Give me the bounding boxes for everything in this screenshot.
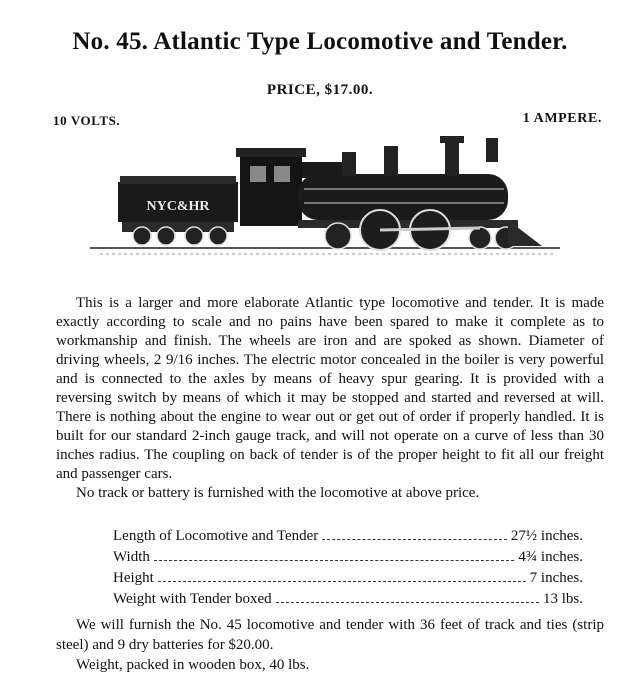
spec-label: Weight with Tender boxed	[113, 591, 272, 607]
dome	[342, 152, 356, 176]
page-title	[0, 28, 640, 56]
locomotive-drawing	[90, 132, 560, 282]
packed-weight: Weight, packed in wooden box, 40 lbs.	[76, 657, 310, 673]
spec-row	[113, 568, 583, 589]
headlight	[486, 138, 498, 162]
leader-dots	[158, 581, 526, 582]
spec-value: 7 inches.	[529, 570, 583, 586]
locomotive-boiler	[298, 136, 508, 220]
spec-row	[113, 526, 583, 547]
locomotive-illustration	[90, 132, 560, 282]
spec-value: 13 lbs.	[542, 591, 583, 607]
tender-wheel	[209, 227, 227, 245]
leader-dots	[154, 560, 515, 561]
offer-section	[56, 615, 604, 675]
item-title: Atlantic Type Locomotive and Tender.	[153, 28, 568, 55]
specs-table	[113, 526, 583, 610]
spec-row	[113, 589, 583, 610]
spec-label: Width	[113, 549, 150, 565]
offer-paragraph: We will furnish the No. 45 locomotive and tender with 36 feet of track and ties (strip steel) and 9 dry batteries for $20.00.	[56, 617, 604, 653]
cowcatcher	[508, 220, 542, 246]
volts-label: 10 VOLTS.	[53, 113, 121, 128]
tender-wheel	[185, 227, 203, 245]
leader-dots	[322, 539, 507, 540]
smokestack	[445, 140, 459, 176]
description-paragraph: This is a larger and more elaborate Atlantic type locomotive and tender. It is made exactly according to scale and no pains have been spared to make it complete as to workmanship and finish. The wheels are iron and are spoked as shown. Diameter of driving wheels, 2 9/16 inches. The electric motor concealed in the boiler is very powerful and is connected to the axles by means of heavy spur gearing. It is provided with a reversing switch by means of which it may be stopped and started and reversed at will. There is nothing about the engine to wear out or get out of order if properly handled. It is built for our standard 2-inch gauge track, and will not operate on a curve of less than 30 inches radius. The coupling on back of tender is of the proper height to fit all our freight and passenger cars.	[56, 295, 604, 482]
locomotive-cab	[236, 148, 306, 226]
price-label: PRICE, $17.00.	[266, 82, 374, 98]
spec-row	[113, 547, 583, 568]
description	[56, 294, 604, 503]
ampere-label: 1 AMPERE.	[522, 111, 602, 126]
spec-label: Length of Locomotive and Tender	[113, 528, 319, 544]
spec-label: Height	[113, 570, 154, 586]
spec-value: 27½ inches.	[510, 528, 583, 544]
tender-lettering: NYC&HR	[146, 199, 210, 214]
tender-wheel	[157, 227, 175, 245]
sand-dome	[384, 146, 398, 176]
item-number: No. 45.	[72, 28, 149, 55]
no-track-note: No track or battery is furnished with the locomotive at above price.	[76, 485, 480, 501]
tender-wheel	[133, 227, 151, 245]
connecting-rod	[380, 228, 480, 230]
leader-dots	[276, 602, 539, 603]
spec-value: 4¾ inches.	[518, 549, 583, 565]
tender	[118, 176, 238, 245]
